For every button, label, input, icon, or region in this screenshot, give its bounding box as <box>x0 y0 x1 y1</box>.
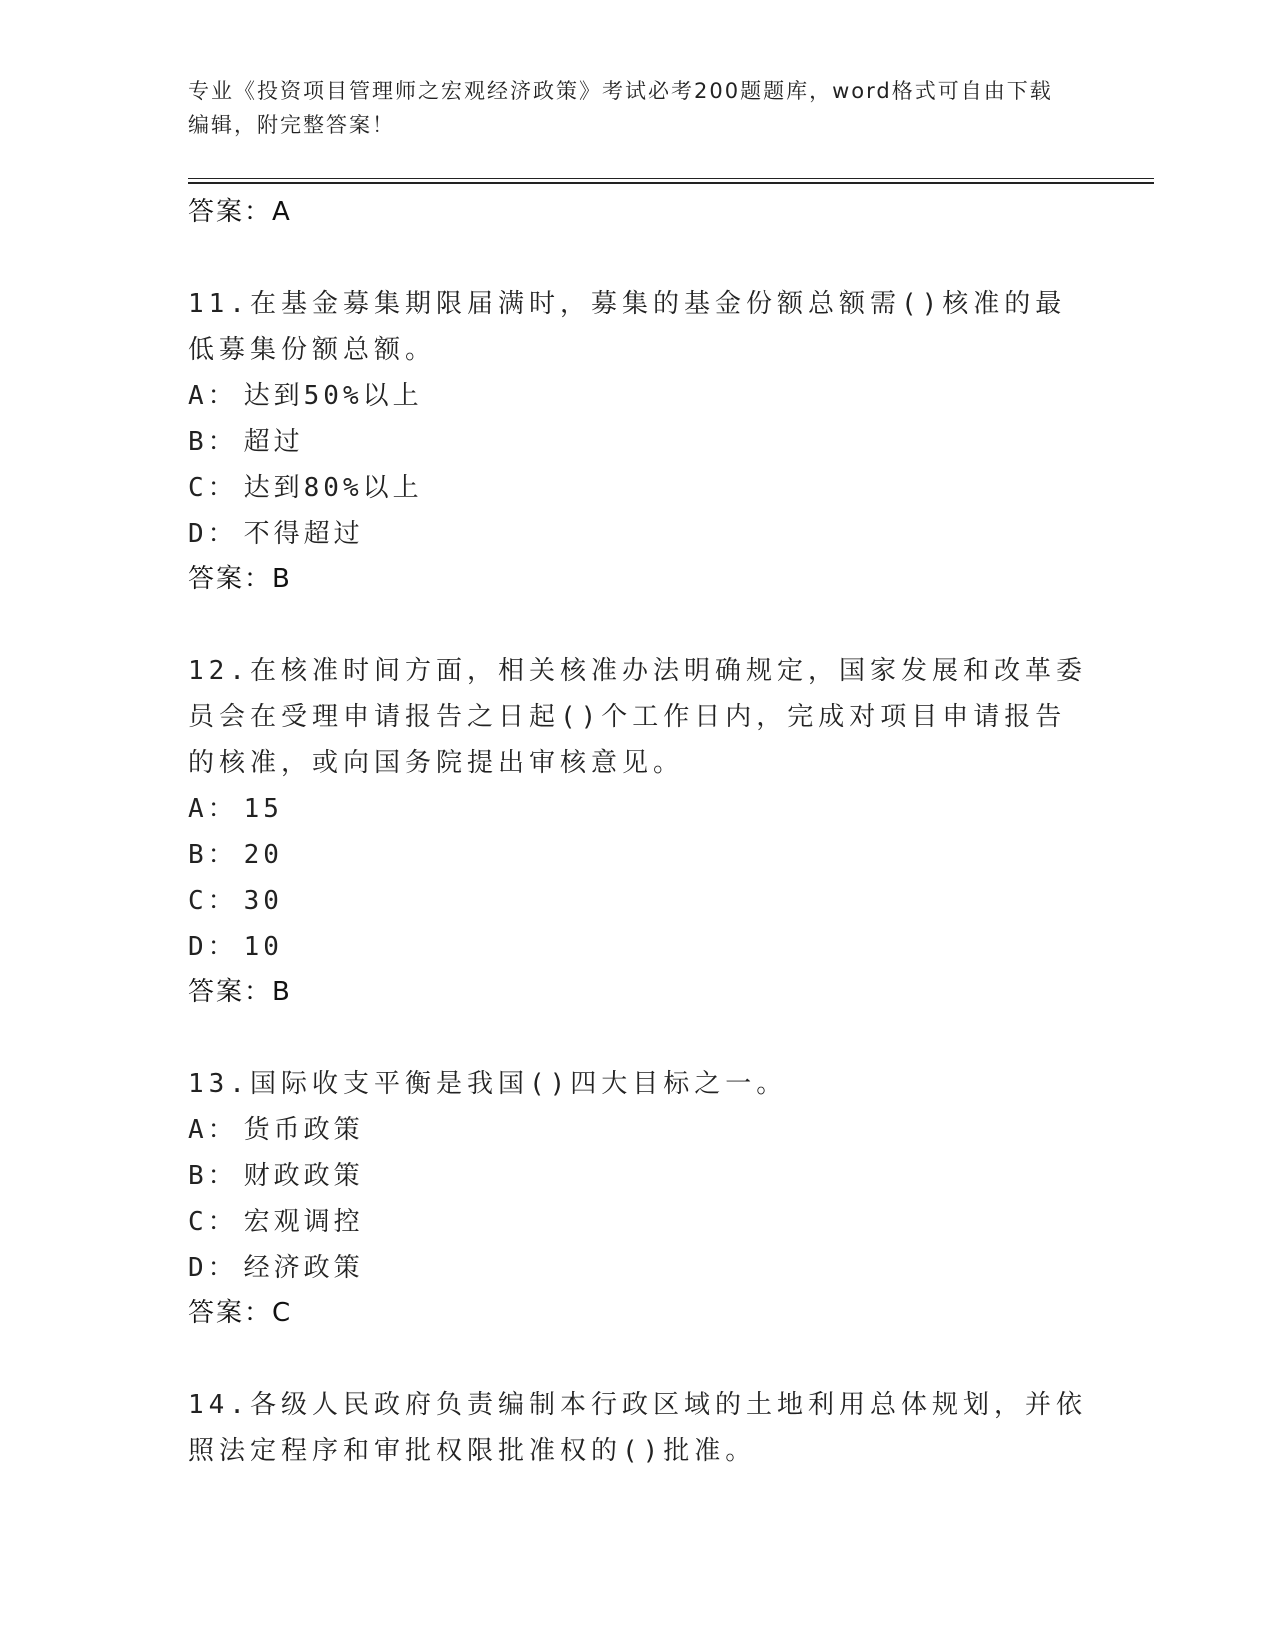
option-key: A： <box>188 381 238 411</box>
question-stem: 13.国际收支平衡是我国()四大目标之一。 <box>188 1069 788 1099</box>
option-key: C： <box>188 473 238 503</box>
answer-value: B <box>272 564 291 594</box>
option-text: 达到80%以上 <box>243 473 423 503</box>
option-key: B： <box>188 1161 238 1191</box>
answer-line <box>188 1291 1088 1335</box>
question-stem: 14.各级人民政府负责编制本行政区域的土地利用总体规划，并依照法定程序和审批权限批准权的()批准。 <box>188 1390 1087 1466</box>
answer-value: B <box>272 977 291 1007</box>
question-list <box>188 190 1088 1474</box>
option-text: 经济政策 <box>243 1253 364 1283</box>
option-c <box>188 878 1088 924</box>
question-block <box>188 648 1088 1014</box>
question-block <box>188 1061 1088 1335</box>
option-key: A： <box>188 794 238 824</box>
option-d <box>188 924 1088 970</box>
option-text: 不得超过 <box>243 519 364 549</box>
header-rule-thin <box>188 178 1154 179</box>
question-stem: 11.在基金募集期限届满时，募集的基金份额总额需()核准的最低募集份额总额。 <box>188 289 1067 365</box>
option-text: 10 <box>243 932 283 962</box>
option-key: D： <box>188 519 238 549</box>
option-text: 超过 <box>243 427 304 457</box>
option-key: C： <box>188 886 238 916</box>
question-block <box>188 1382 1088 1474</box>
answer-line <box>188 190 1088 234</box>
option-d <box>188 511 1088 557</box>
answer-label: 答案： <box>188 1298 273 1328</box>
option-text: 达到50%以上 <box>243 381 423 411</box>
option-text: 财政政策 <box>243 1161 364 1191</box>
answer-value: A <box>272 197 291 227</box>
answer-line <box>188 970 1088 1014</box>
option-text: 货币政策 <box>243 1115 364 1145</box>
option-b <box>188 419 1088 465</box>
option-b <box>188 1153 1088 1199</box>
option-key: D： <box>188 932 238 962</box>
option-text: 宏观调控 <box>243 1207 364 1237</box>
header-rule-thick <box>188 182 1154 184</box>
answer-label: 答案： <box>188 197 273 227</box>
option-key: D： <box>188 1253 238 1283</box>
question-block <box>188 281 1088 601</box>
answer-value: C <box>272 1298 292 1328</box>
option-key: B： <box>188 427 238 457</box>
option-a <box>188 1107 1088 1153</box>
option-key: C： <box>188 1207 238 1237</box>
answer-label: 答案： <box>188 977 273 1007</box>
option-key: B： <box>188 840 238 870</box>
option-c <box>188 1199 1088 1245</box>
option-a <box>188 373 1088 419</box>
answer-label: 答案： <box>188 564 273 594</box>
question-stem: 12.在核准时间方面，相关核准办法明确规定，国家发展和改革委员会在受理申请报告之日起()个工作日内，完成对项目申请报告的核准，或向国务院提出审核意见。 <box>188 656 1087 778</box>
answer-line <box>188 557 1088 601</box>
option-c <box>188 465 1088 511</box>
option-text: 30 <box>243 886 283 916</box>
document-header: 专业《投资项目管理师之宏观经济政策》考试必考200题题库，word格式可自由下载编辑，附完整答案！ <box>188 79 1053 137</box>
option-text: 20 <box>243 840 283 870</box>
option-key: A： <box>188 1115 238 1145</box>
option-a <box>188 786 1088 832</box>
option-b <box>188 832 1088 878</box>
option-text: 15 <box>243 794 283 824</box>
option-d <box>188 1245 1088 1291</box>
